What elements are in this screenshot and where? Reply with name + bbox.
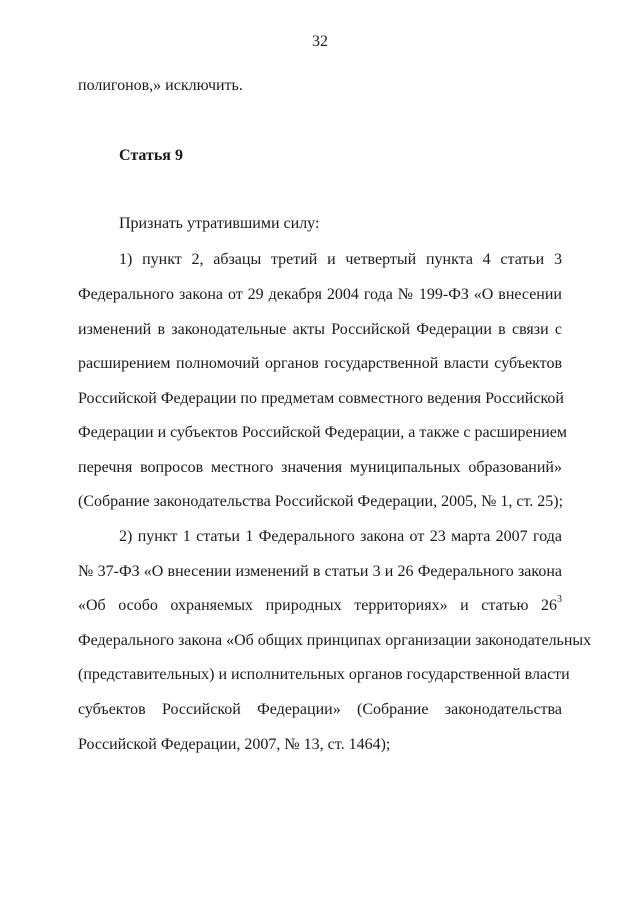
superscript-3: 3: [557, 593, 562, 605]
item2-line-5: (представительных) и исполнительных органов государственной власти: [78, 666, 570, 683]
page-number: 32: [312, 33, 328, 50]
item2-line-6: субъектов Российской Федерации» (Собрание законодательства: [78, 701, 562, 718]
item1-line-7: перечня вопросов местного значения муниципальных образований»: [78, 459, 562, 476]
item2-line-2: № 37-ФЗ «О внесении изменений в статьи 3 и 26 Федерального закона: [78, 563, 562, 580]
item2-line-3: [78, 593, 562, 616]
item2-line-4: Федерального закона «Об общих принципах организации законодательных: [78, 632, 592, 649]
item1-line-1: 1) пункт 2, абзацы третий и четвертый пункта 4 статьи 3: [119, 251, 562, 268]
item1-line-4: расширением полномочий органов государственной власти субъектов: [78, 355, 562, 372]
item2-line-3-text: «Об особо охраняемых природных территориях» и статью 26: [78, 597, 557, 614]
item1-line-6: Федерации и субъектов Российской Федерации, а также с расширением: [78, 424, 567, 441]
item1-line-3: изменений в законодательные акты Российской Федерации в связи с: [78, 321, 562, 338]
intro-text: Признать утратившими силу:: [119, 215, 320, 232]
item2-line-7: Российской Федерации, 2007, № 13, ст. 1464);: [78, 736, 391, 753]
item1-line-5: Российской Федерации по предметам совместного ведения Российской: [78, 390, 564, 407]
article-heading: Статья 9: [119, 147, 183, 164]
item1-line-2: Федерального закона от 29 декабря 2004 года № 199-ФЗ «О внесении: [78, 286, 562, 303]
item1-line-8: (Собрание законодательства Российской Федерации, 2005, № 1, ст. 25);: [78, 493, 564, 510]
item2-line-1: 2) пункт 1 статьи 1 Федерального закона от 23 марта 2007 года: [119, 528, 562, 545]
continuation-text: полигонов,» исключить.: [78, 77, 243, 94]
